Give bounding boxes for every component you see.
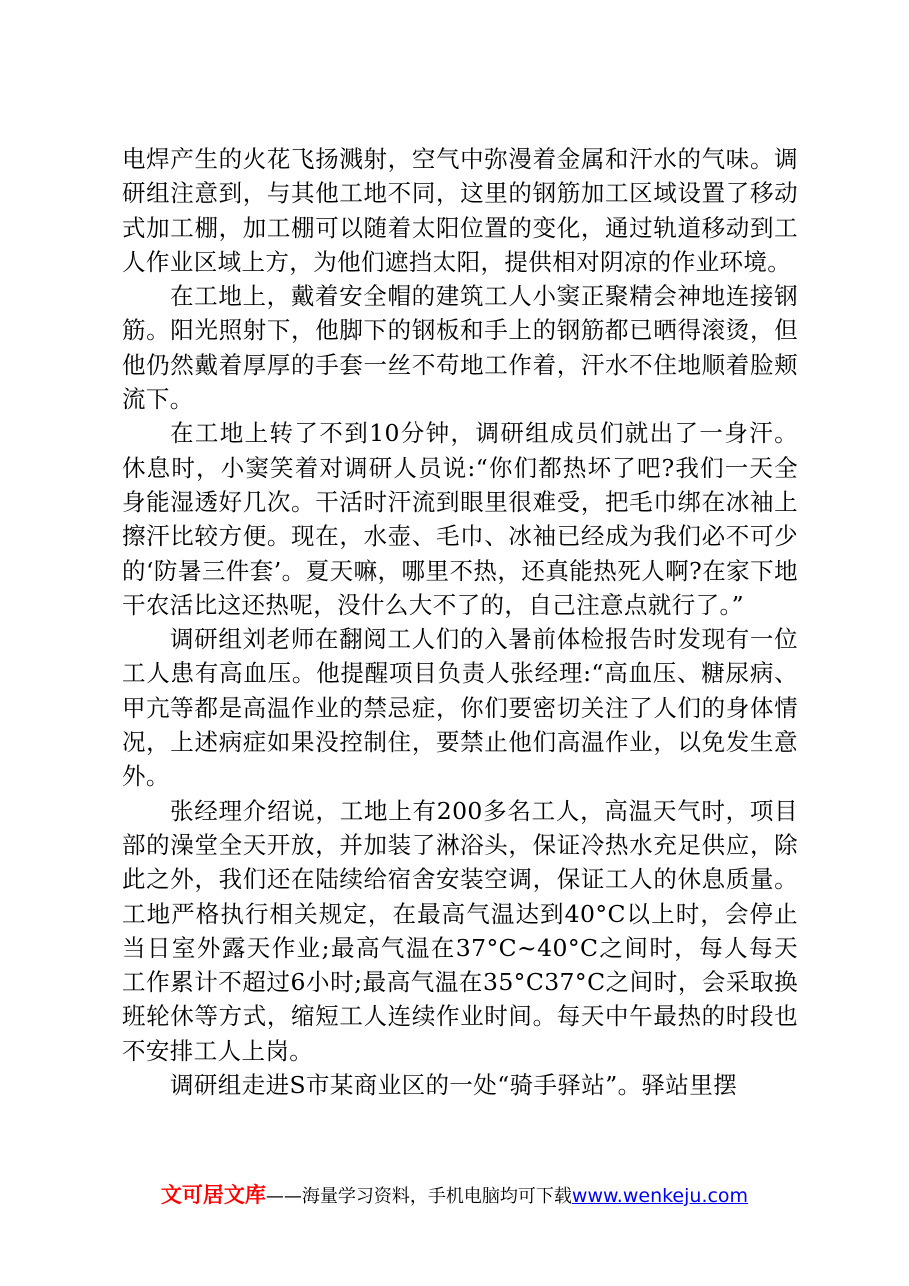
paragraph-6: 调研组走进S市某商业区的一处“骑手驿站”。驿站里摆 — [170, 1071, 738, 1100]
paragraph-1: 电焊产生的火花飞扬溅射，空气中弥漫着金属和汗水的气味。调研组注意到，与其他工地不同，这里的钢筋加工区域设置了移动式加工棚，加工棚可以随着太阳位置的变化，通过轨道移动到工人作业区域上方，为他们遮挡太阳，提供相对阴凉的作业环境。 — [122, 145, 798, 276]
footer-site-link[interactable]: www.wenkeju.com — [571, 1185, 749, 1207]
document-body — [122, 142, 798, 1102]
paragraph-5: 张经理介绍说，工地上有200多名工人，高温天气时，项目部的澡堂全天开放，并加装了淋浴头，保证冷热水充足供应，除此之外，我们还在陆续给宿舍安装空调，保证工人的休息质量。工地严格执行相关规定，在最高气温达到40°C以上时，会停止当日室外露天作业;最高气温在37°C~40°C之间时，每人每天工作累计不超过6小时;最高气温在35°C37°C之间时，会采取换班轮休等方式，缩短工人连续作业时间。每天中午最热的时段也不安排工人上岗。 — [122, 796, 798, 1065]
footer-tagline: ——海量学习资料，手机电脑均可下载 — [265, 1186, 572, 1207]
page-footer — [0, 1182, 909, 1210]
paragraph-4: 调研组刘老师在翻阅工人们的入暑前体检报告时发现有一位工人患有高血压。他提醒项目负责人张经理:“高血压、糖尿病、甲亢等都是高温作业的禁忌症，你们要密切关注了人们的身体情况，上述病症如果没控制住，要禁止他们高温作业，以免发生意外。 — [122, 625, 798, 791]
footer-brand: 文可居文库 — [160, 1183, 266, 1207]
paragraph-2: 在工地上，戴着安全帽的建筑工人小窦正聚精会神地连接钢筋。阳光照射下，他脚下的钢板和手上的钢筋都已晒得滚烫，但他仍然戴着厚厚的手套一丝不苟地工作着，汗水不住地顺着脸颊流下。 — [122, 282, 798, 414]
paragraph-3: 在工地上转了不到10分钟，调研组成员们就出了一身汗。休息时，小窦笑着对调研人员说:“你们都热坏了吧?我们一天全身能湿透好几次。干活时汗流到眼里很难受，把毛巾绑在冰袖上擦汗比较方便。现在，水壶、毛巾、冰袖已经成为我们必不可少的‘防暑三件套’。夏天嘛，哪里不热，还真能热死人啊?在家下地干农活比这还热呢，没什么大不了的，自己注意点就行了。” — [122, 419, 798, 619]
